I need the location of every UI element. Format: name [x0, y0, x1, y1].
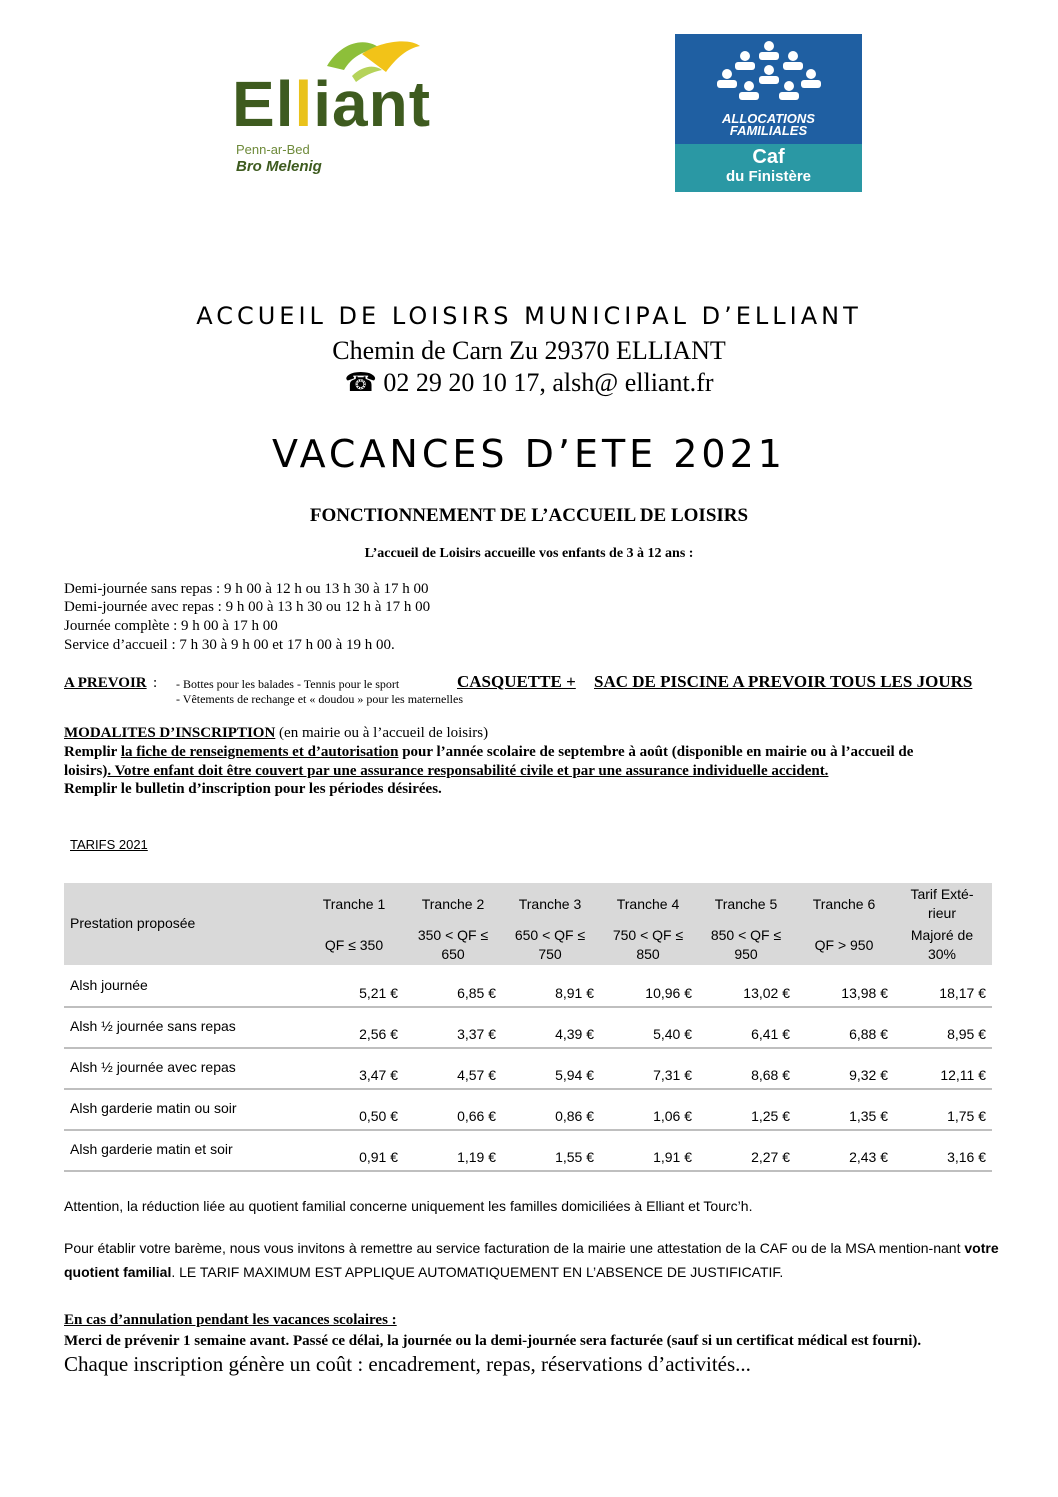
table-cell: 3,37 € [457, 1026, 496, 1042]
table-cell: 3,16 € [947, 1149, 986, 1165]
annulation-title: En cas d’annulation pendant les vacances scolaires : [64, 1312, 397, 1328]
row-label: Alsh garderie matin et soir [70, 1141, 233, 1157]
table-cell: 1,55 € [555, 1149, 594, 1165]
table-cell: 12,11 € [940, 1067, 986, 1083]
modalites-line-1: Remplir la fiche de renseignements et d’autorisation pour l’année scolaire de septembre à août (disponible en mairie ou à l’accueil de [64, 744, 914, 760]
table-cell: 7,31 € [653, 1067, 692, 1083]
modalites-line-2: loisirs). Votre enfant doit être couvert par une assurance responsabilité civile et par une assurance individuelle accident. [64, 763, 829, 779]
phone-icon: ☎ [344, 368, 377, 397]
column-header-tranche5: Tranche 5 [714, 896, 778, 912]
tarifs-label: TARIFS 2021 [70, 837, 148, 852]
table-cell: 8,91 € [555, 985, 594, 1001]
table-cell: 1,35 € [849, 1108, 888, 1124]
prevoir-colon: : [153, 675, 158, 691]
table-row [64, 1006, 992, 1049]
page-title: VACANCES D’ETE 2021 [272, 432, 786, 476]
quotient-familial-emphasis: votre quotient familial [64, 1240, 999, 1280]
sac-piscine-note: SAC DE PISCINE A PREVOIR TOUS LES JOURS [594, 672, 973, 691]
horaire-line: Demi-journée avec repas : 9 h 00 à 13 h 30 ou 12 h à 17 h 00 [64, 599, 431, 615]
age-note: L’accueil de Loisirs accueille vos enfants de 3 à 12 ans : [364, 546, 694, 561]
prevoir-item-1: - Bottes pour les balades - Tennis pour le sport [176, 677, 400, 691]
elliant-subtitle-1: Penn-ar-Bed [236, 142, 310, 157]
table-cell: 10,96 € [645, 985, 692, 1001]
column-header-tranche6: Tranche 6 [812, 896, 876, 912]
table-cell: 8,68 € [751, 1067, 790, 1083]
column-subheader-tranche5: 850 < QF ≤ 950 [710, 927, 782, 962]
table-cell: 5,94 € [555, 1067, 594, 1083]
table-cell: 1,06 € [653, 1108, 692, 1124]
address: Chemin de Carn Zu 29370 ELLIANT [332, 336, 726, 365]
table-cell: 2,56 € [359, 1026, 398, 1042]
elliant-subtitle-2: Bro Melenig [236, 158, 322, 175]
prevoir-label: A PREVOIR [64, 675, 147, 691]
caf-text-1: ALLOCATIONS [722, 111, 815, 126]
table-row [64, 965, 992, 1008]
fiche-renseignements-link: la fiche de renseignements et d’autorisation [120, 744, 399, 760]
column-subheader-tranche6: QF > 950 [814, 937, 874, 953]
contact-text: 02 29 20 10 17, alsh@ elliant.fr [383, 368, 714, 397]
horaire-line: Service d’accueil : 7 h 30 à 9 h 00 et 17 h 00 à 19 h 00. [64, 637, 395, 653]
elliant-wordmark: Elliant [232, 68, 432, 140]
table-cell: 3,47 € [359, 1067, 398, 1083]
contact-line [0, 368, 1058, 398]
organisation-name: ACCUEIL DE LOISIRS MUNICIPAL D’ELLIANT [196, 302, 862, 330]
column-subheader-tranche3: 650 < QF ≤ 750 [514, 927, 586, 962]
table-cell: 6,85 € [457, 985, 496, 1001]
table-cell: 6,88 € [849, 1026, 888, 1042]
table-cell: 2,27 € [751, 1149, 790, 1165]
row-label: Alsh ½ journée sans repas [70, 1018, 236, 1034]
table-cell: 8,95 € [947, 1026, 986, 1042]
column-header-exterieur: Tarif Exté-rieur [910, 886, 974, 921]
horaire-line: Demi-journée sans repas : 9 h 00 à 12 h ou 13 h 30 à 17 h 00 [64, 581, 429, 597]
caf-text-3: Caf [752, 146, 785, 168]
table-cell: 1,19 € [457, 1149, 496, 1165]
column-subheader-tranche2: 350 < QF ≤ 650 [417, 927, 489, 962]
attention-note: Attention, la réduction liée au quotient familial concerne uniquement les familles domiciliées à Elliant et Tourc’h. [64, 1198, 753, 1214]
elliant-logo [232, 36, 462, 186]
table-row [64, 1047, 992, 1090]
table-cell: 4,57 € [457, 1067, 496, 1083]
modalites-title: MODALITES D’INSCRIPTION [64, 725, 276, 741]
caf-text-2: FAMILIALES [729, 123, 808, 138]
column-subheader-exterieur: Majoré de 30% [910, 927, 974, 962]
table-cell: 0,66 € [457, 1108, 496, 1124]
column-header-tranche4: Tranche 4 [616, 896, 680, 912]
column-header-tranche1: Tranche 1 [322, 896, 386, 912]
table-cell: 5,21 € [359, 985, 398, 1001]
prevoir-item-2: - Vêtements de rechange et « doudou » pour les maternelles [176, 692, 464, 706]
table-cell: 0,86 € [555, 1108, 594, 1124]
caf-logo [675, 34, 862, 192]
table-cell: 13,98 € [841, 985, 888, 1001]
caf-text-4: du Finistère [725, 168, 811, 185]
table-row [64, 1129, 992, 1172]
column-subheader-tranche1: QF ≤ 350 [324, 937, 384, 953]
annulation-rule: Merci de prévenir 1 semaine avant. Passé ce délai, la journée ou la demi-journée sera facturée (sauf si un certificat médical est fourni). [64, 1333, 922, 1349]
family-figures-icon [715, 40, 823, 106]
column-header-tranche3: Tranche 3 [518, 896, 582, 912]
annulation-cost-note: Chaque inscription génère un coût : encadrement, repas, réservations d’activités... [64, 1352, 751, 1376]
table-cell: 1,75 € [947, 1108, 986, 1124]
table-cell: 18,17 € [939, 985, 986, 1001]
table-cell: 2,43 € [849, 1149, 888, 1165]
column-subheader-tranche4: 750 < QF ≤ 850 [612, 927, 684, 962]
bareme-note: Pour établir votre barème, nous vous invitons à remettre au service facturation de la mairie une attestation de la CAF ou de la MSA mention-nant votre quotient familial. LE TARIF MAXIMUM EST APPLIQUE AUTOMATIQUEMENT EN L’ABSENCE DE JUSTIFICATIF. [64, 1240, 999, 1280]
modalites-heading [64, 724, 488, 742]
table-cell: 1,91 € [653, 1149, 692, 1165]
table-cell: 13,02 € [743, 985, 790, 1001]
modalites-line-3: Remplir le bulletin d’inscription pour les périodes désirées. [64, 781, 442, 797]
row-label: Alsh ½ journée avec repas [70, 1059, 236, 1075]
table-cell: 5,40 € [653, 1026, 692, 1042]
horaire-line: Journée complète : 9 h 00 à 17 h 00 [64, 618, 278, 634]
table-row [64, 1088, 992, 1131]
table-cell: 0,50 € [359, 1108, 398, 1124]
section-title: FONCTIONNEMENT DE L’ACCUEIL DE LOISIRS [309, 505, 749, 526]
table-cell: 9,32 € [849, 1067, 888, 1083]
table-cell: 0,91 € [359, 1149, 398, 1165]
modalites-title-suffix: (en mairie ou à l’accueil de loisirs) [275, 725, 489, 741]
column-header-tranche2: Tranche 2 [421, 896, 485, 912]
prestation-header: Prestation proposée [70, 915, 196, 931]
table-cell: 1,25 € [751, 1108, 790, 1124]
assurance-note: . Votre enfant doit être couvert par une assurance responsabilité civile et par une assurance individuelle accident. [107, 763, 829, 779]
row-label: Alsh journée [70, 977, 148, 993]
row-label: Alsh garderie matin ou soir [70, 1100, 237, 1116]
table-cell: 6,41 € [751, 1026, 790, 1042]
table-cell: 4,39 € [555, 1026, 594, 1042]
casquette-note: CASQUETTE + [457, 672, 576, 691]
